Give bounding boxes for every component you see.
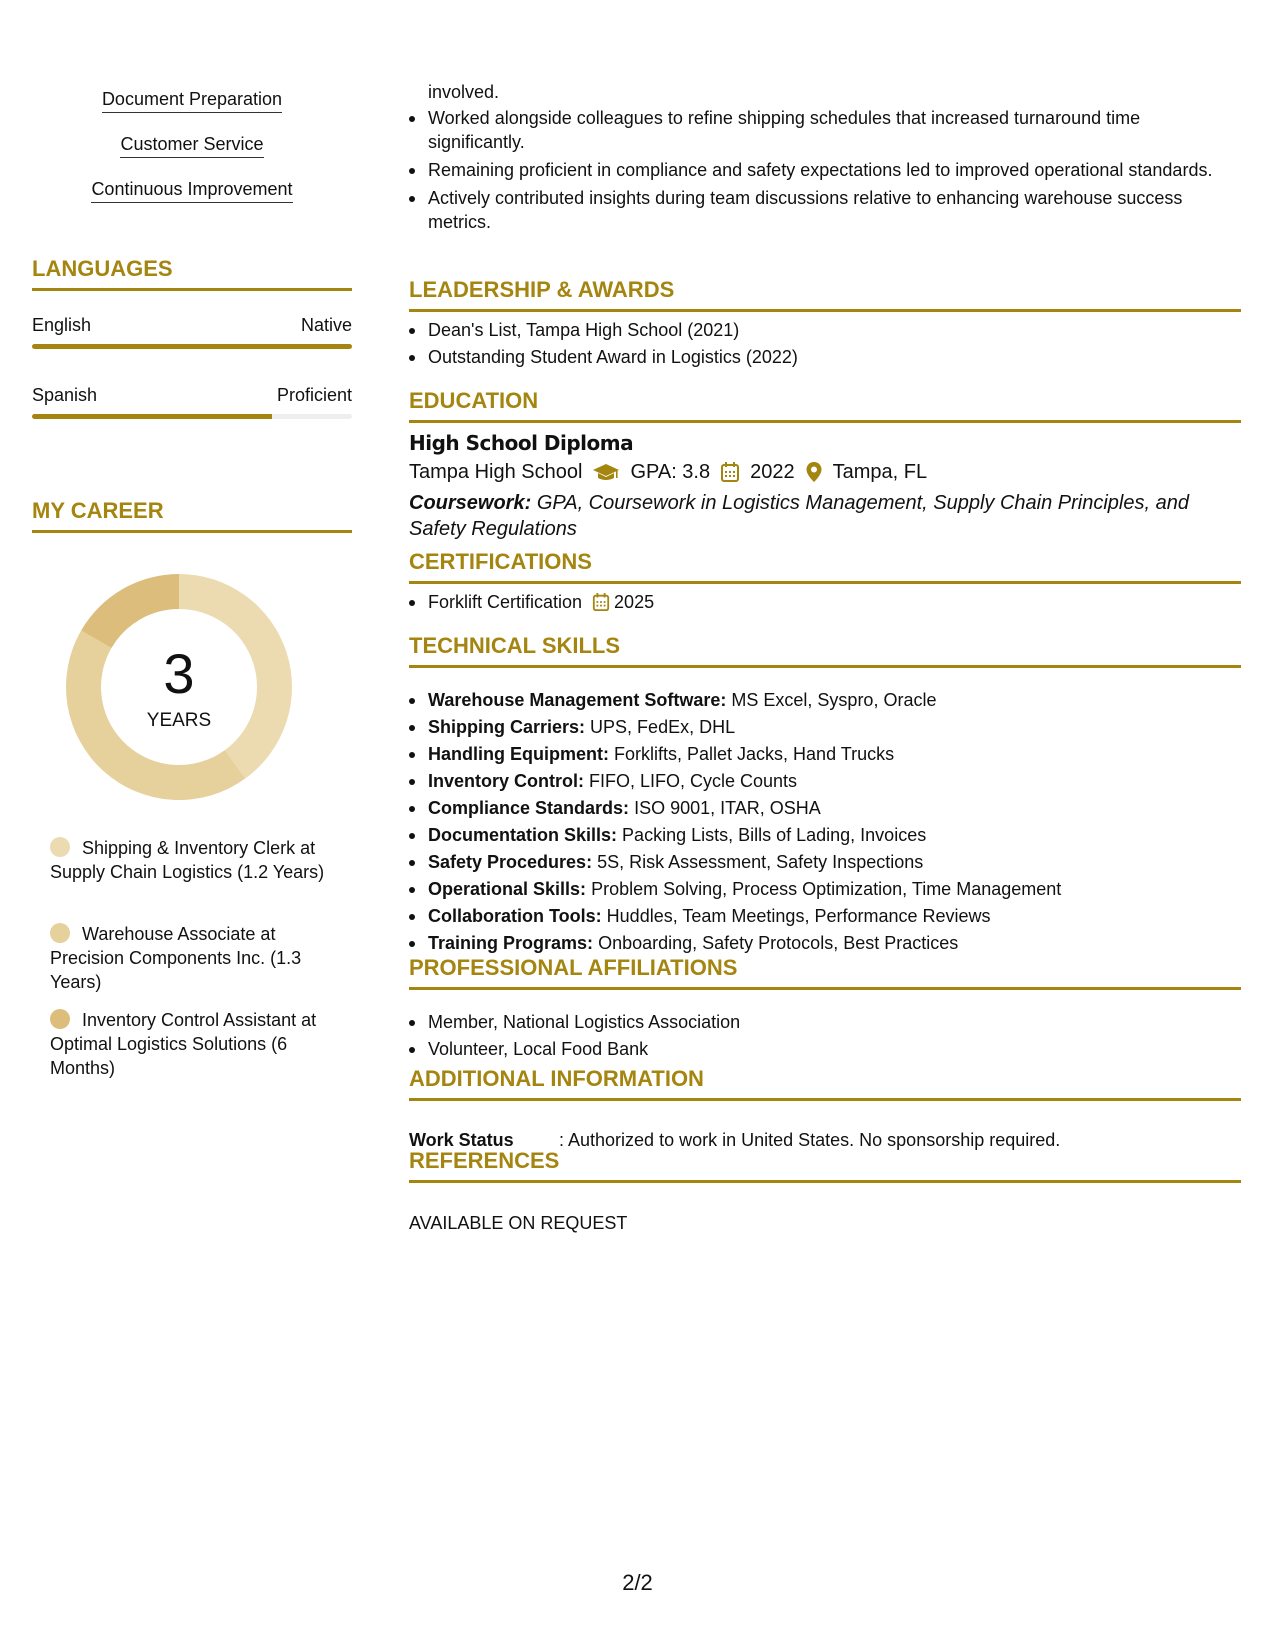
skill-tag: Continuous Improvement bbox=[32, 178, 352, 203]
list-item: Operational Skills: Problem Solving, Process Optimization, Time Management bbox=[409, 877, 1241, 901]
affiliations-list bbox=[409, 1010, 1241, 1061]
education-school: Tampa High School bbox=[409, 461, 583, 483]
languages-heading: LANGUAGES bbox=[32, 256, 352, 291]
language-bar-fill bbox=[32, 344, 352, 349]
list-item: Worked alongside colleagues to refine shipping schedules that increased turnaround time significantly. bbox=[409, 106, 1241, 154]
coursework-label: Coursework: bbox=[409, 492, 532, 514]
references-text: AVAILABLE ON REQUEST bbox=[409, 1213, 628, 1233]
language-bar bbox=[32, 414, 352, 419]
education-year: 2022 bbox=[750, 461, 795, 483]
language-bar-fill bbox=[32, 414, 272, 419]
list-item: Volunteer, Local Food Bank bbox=[409, 1037, 1241, 1061]
education-gpa: GPA: 3.8 bbox=[630, 461, 711, 483]
list-item: Member, National Logistics Association bbox=[409, 1010, 1241, 1034]
graduation-cap-icon bbox=[592, 462, 620, 482]
list-item: Remaining proficient in compliance and safety expectations led to improved operational standards. bbox=[409, 158, 1241, 182]
language-level: Native bbox=[300, 315, 352, 335]
language-name: Spanish bbox=[32, 385, 98, 405]
references-heading: REFERENCES bbox=[409, 1148, 1241, 1183]
technical-skills-list bbox=[409, 688, 1241, 955]
language-row bbox=[32, 383, 352, 407]
education-degree: High School Diploma bbox=[409, 431, 634, 455]
career-years-label: YEARS bbox=[146, 710, 212, 731]
list-item: Actively contributed insights during team discussions relative to enhancing warehouse success metrics. bbox=[409, 186, 1241, 234]
legend-dot bbox=[50, 837, 70, 857]
education-location: Tampa, FL bbox=[832, 461, 928, 483]
list-item: Documentation Skills: Packing Lists, Bills of Lading, Invoices bbox=[409, 823, 1241, 847]
calendar-icon bbox=[720, 461, 740, 483]
list-item: Outstanding Student Award in Logistics (2022) bbox=[409, 345, 1241, 369]
coursework-text: GPA, Coursework in Logistics Management, Supply Chain Principles, and Safety Regulations bbox=[409, 492, 1189, 540]
career-heading: MY CAREER bbox=[32, 498, 352, 533]
skill-tag: Customer Service bbox=[32, 133, 352, 158]
affiliations-heading: PROFESSIONAL AFFILIATIONS bbox=[409, 955, 1241, 990]
list-item: Dean's List, Tampa High School (2021) bbox=[409, 318, 1241, 342]
calendar-icon bbox=[592, 592, 610, 612]
language-row bbox=[32, 313, 352, 337]
certification-year: 2025 bbox=[614, 592, 655, 612]
list-item bbox=[409, 590, 1241, 614]
location-pin-icon bbox=[805, 461, 823, 483]
list-item: Inventory Control: FIFO, LIFO, Cycle Counts bbox=[409, 769, 1241, 793]
career-total-years: 3 bbox=[163, 642, 195, 705]
additional-info-heading: ADDITIONAL INFORMATION bbox=[409, 1066, 1241, 1101]
list-item: Warehouse Management Software: MS Excel, Syspro, Oracle bbox=[409, 688, 1241, 712]
skill-tag: Document Preparation bbox=[32, 88, 352, 113]
language-level: Proficient bbox=[276, 385, 352, 405]
page-number: 2/2 bbox=[622, 1570, 653, 1595]
career-donut-chart bbox=[66, 574, 292, 800]
list-item: Compliance Standards: ISO 9001, ITAR, OSHA bbox=[409, 796, 1241, 820]
list-item: Safety Procedures: 5S, Risk Assessment, Safety Inspections bbox=[409, 850, 1241, 874]
leadership-heading: LEADERSHIP & AWARDS bbox=[409, 277, 1241, 312]
list-item: Training Programs: Onboarding, Safety Protocols, Best Practices bbox=[409, 931, 1241, 955]
leadership-list bbox=[409, 318, 1241, 369]
legend-dot bbox=[50, 923, 70, 943]
list-item: Handling Equipment: Forklifts, Pallet Jacks, Hand Trucks bbox=[409, 742, 1241, 766]
career-legend-item: Inventory Control Assistant at Optimal Logistics Solutions (6 Months) bbox=[50, 1010, 317, 1078]
career-legend-item: Warehouse Associate at Precision Components Inc. (1.3 Years) bbox=[50, 924, 302, 992]
list-item: Collaboration Tools: Huddles, Team Meetings, Performance Reviews bbox=[409, 904, 1241, 928]
language-bar bbox=[32, 344, 352, 349]
career-legend-item: Shipping & Inventory Clerk at Supply Chain Logistics (1.2 Years) bbox=[50, 838, 325, 882]
education-meta bbox=[409, 459, 927, 485]
legend-dot bbox=[50, 1009, 70, 1029]
certification-name: Forklift Certification bbox=[428, 592, 583, 612]
education-heading: EDUCATION bbox=[409, 388, 1241, 423]
experience-bullet-list bbox=[409, 106, 1241, 234]
certifications-heading: CERTIFICATIONS bbox=[409, 549, 1241, 584]
language-name: English bbox=[32, 315, 92, 335]
experience-continued-text: involved. bbox=[428, 82, 500, 102]
education-coursework bbox=[409, 490, 1209, 542]
work-status-value: : Authorized to work in United States. No sponsorship required. bbox=[559, 1130, 1061, 1150]
list-item: Shipping Carriers: UPS, FedEx, DHL bbox=[409, 715, 1241, 739]
certifications-list bbox=[409, 590, 1241, 614]
technical-skills-heading: TECHNICAL SKILLS bbox=[409, 633, 1241, 668]
work-status-label: Work Status bbox=[409, 1130, 514, 1150]
